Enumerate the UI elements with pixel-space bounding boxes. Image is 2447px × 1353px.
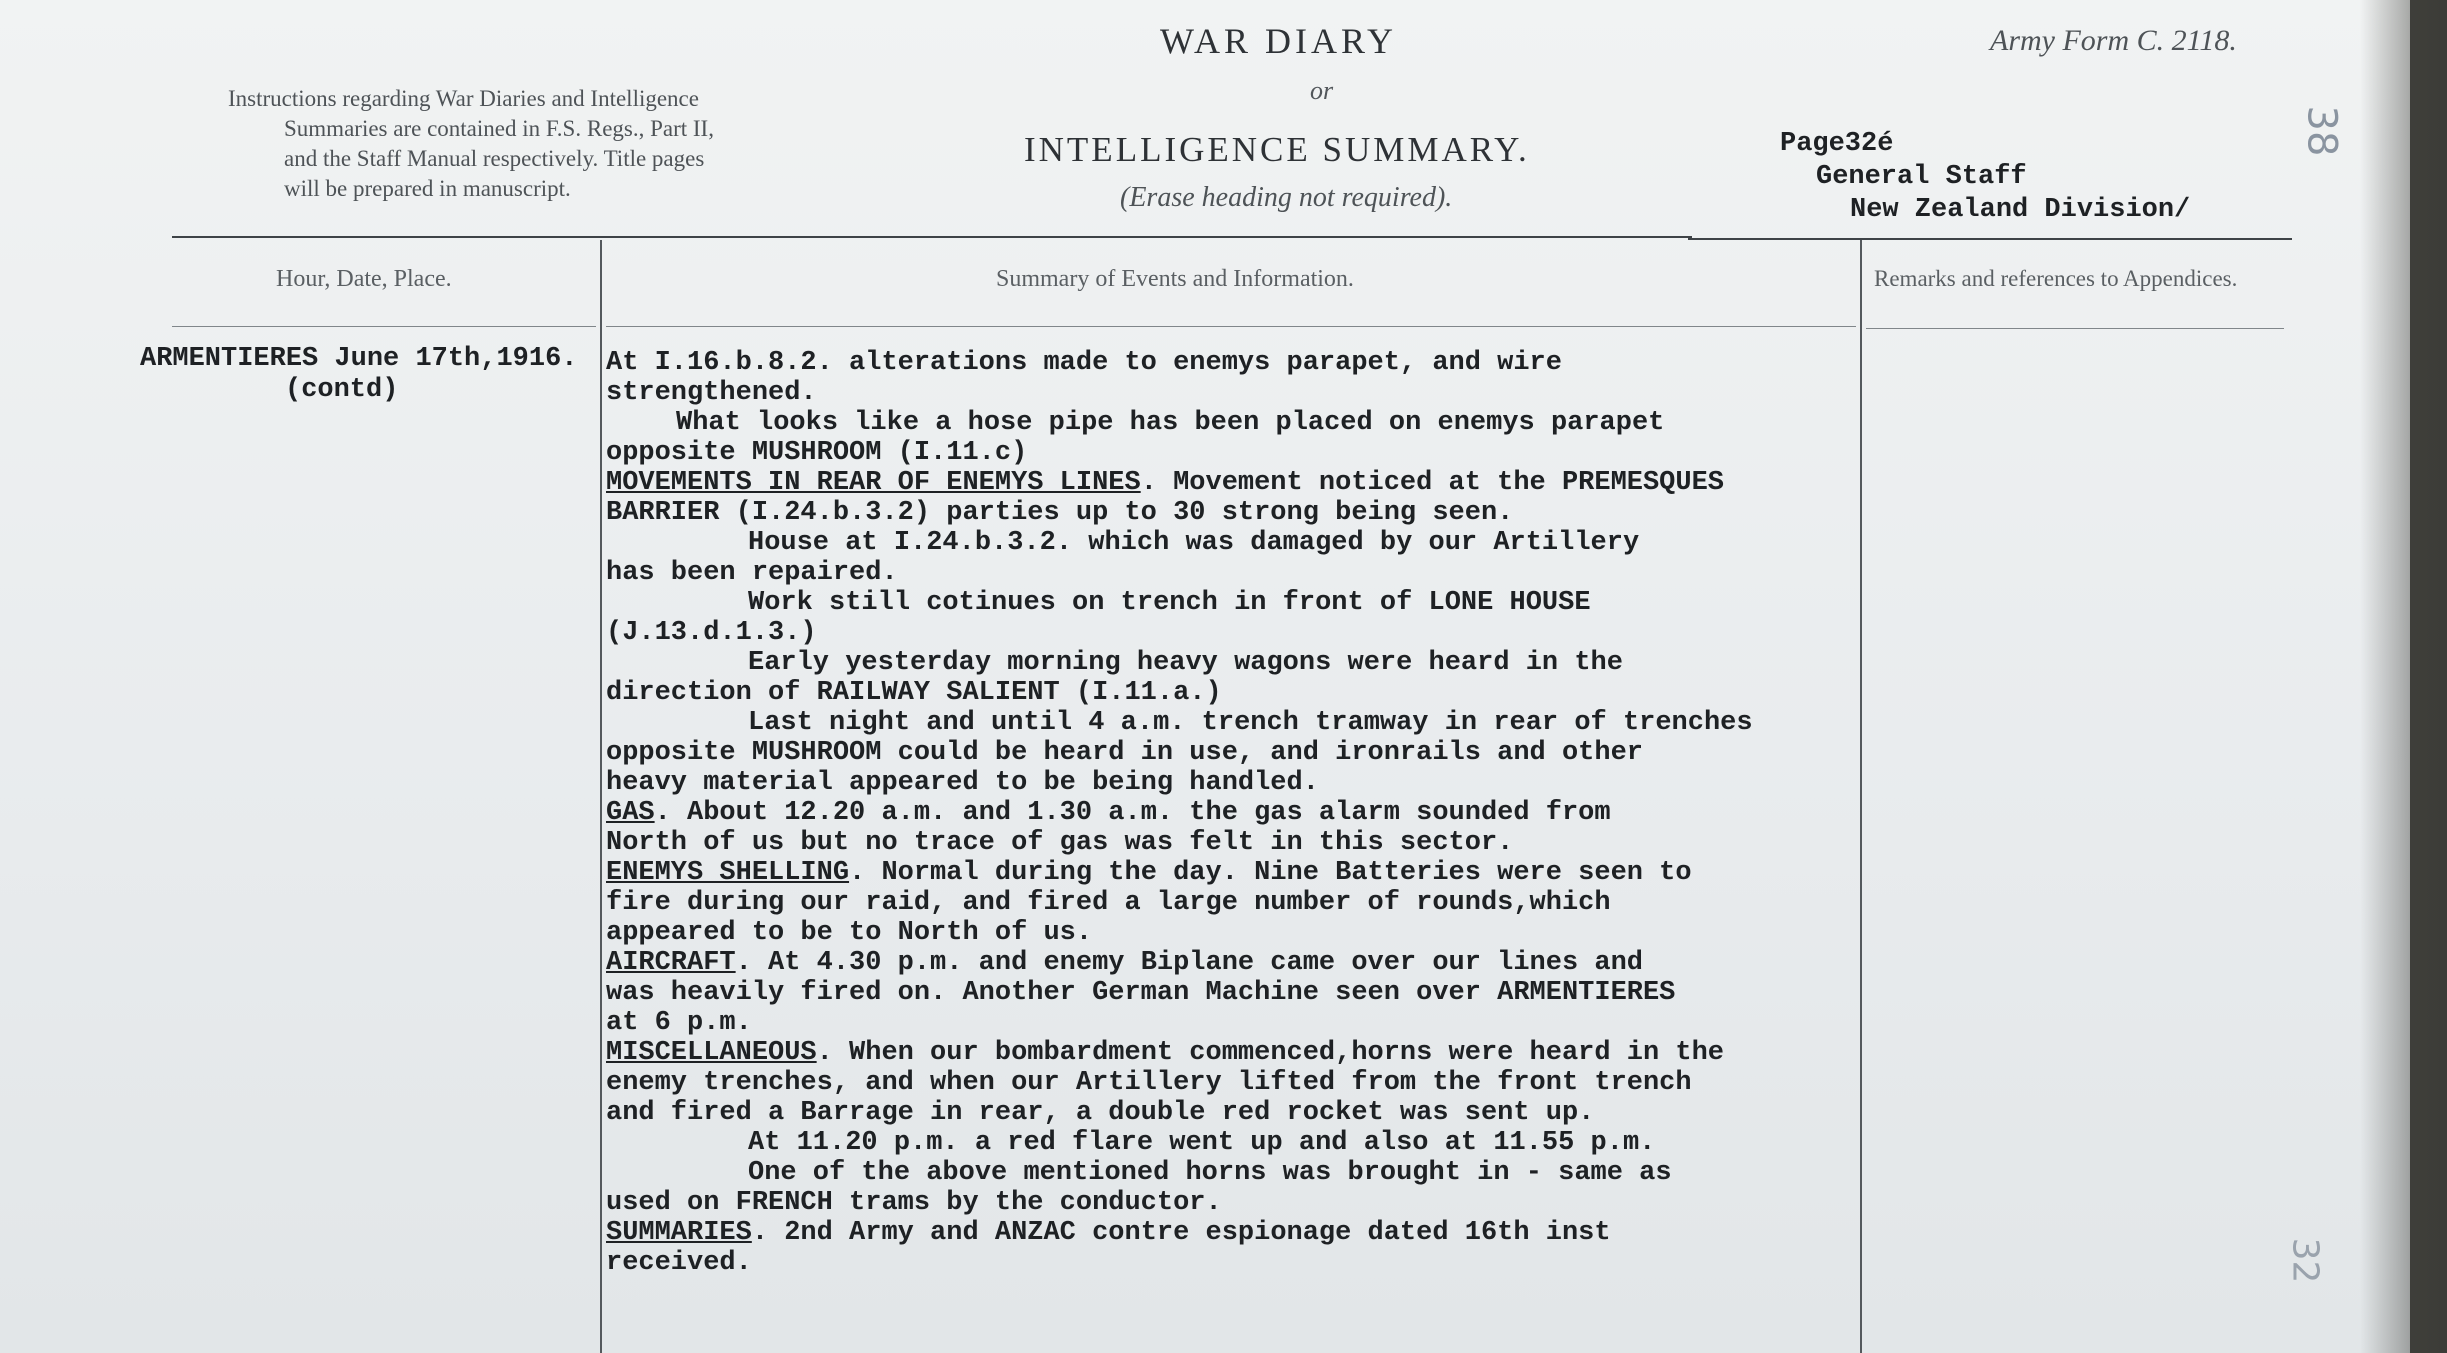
entry-line-text: and fired a Barrage in rear, a double red rocket was sent up.	[606, 1098, 1595, 1128]
entry-line-text: . When our bombardment commenced,horns were heard in the	[816, 1038, 1724, 1068]
entry-line	[606, 528, 1886, 558]
instructions-block	[228, 84, 848, 204]
staff-name: General Staff	[1816, 162, 2027, 192]
entry-line	[606, 618, 1886, 648]
page-edge-shadow	[2360, 0, 2447, 1353]
entry-line	[606, 1008, 1886, 1038]
entry-line-text: heavy material appeared to be being handled.	[606, 768, 1319, 798]
entry-line	[606, 498, 1886, 528]
entry-line-text: . About 12.20 a.m. and 1.30 a.m. the gas alarm sounded from	[654, 798, 1611, 828]
entry-line	[606, 348, 1886, 378]
section-heading: MISCELLANEOUS	[606, 1038, 817, 1068]
entry-summary	[606, 348, 1886, 1278]
column-head-rule	[172, 326, 596, 327]
entry-line	[606, 588, 1886, 618]
entry-line	[606, 558, 1886, 588]
page-stamp-top: 38	[2298, 105, 2345, 157]
entry-line-text: opposite MUSHROOM (I.11.c)	[606, 438, 1028, 468]
entry-line-text: used on FRENCH trams by the conductor.	[606, 1188, 1222, 1218]
section-heading: AIRCRAFT	[606, 948, 736, 978]
entry-line	[606, 468, 1886, 498]
entry-line-text: . Normal during the day. Nine Batteries were seen to	[849, 858, 1692, 888]
army-form-number: Army Form C. 2118.	[1990, 24, 2237, 57]
form-or: or	[1310, 76, 1334, 105]
entry-line-text: House at I.24.b.3.2. which was damaged by our Artillery	[748, 528, 1640, 558]
entry-line-text: opposite MUSHROOM could be heard in use, and ironrails and other	[606, 738, 1643, 768]
entry-line	[606, 888, 1886, 918]
entry-place-date	[140, 344, 577, 406]
entry-line-text: Work still cotinues on trench in front of LONE HOUSE	[748, 588, 1591, 618]
entry-line-text: at 6 p.m.	[606, 1008, 752, 1038]
section-heading: SUMMARIES	[606, 1218, 752, 1248]
entry-line	[606, 408, 1886, 438]
column-head-place: Hour, Date, Place.	[276, 266, 452, 292]
entry-line-text: BARRIER (I.24.b.3.2) parties up to 30 strong being seen.	[606, 498, 1514, 528]
contd-label: (contd)	[285, 375, 399, 405]
entry-line-text: enemy trenches, and when our Artillery lifted from the front trench	[606, 1068, 1692, 1098]
entry-line	[606, 378, 1886, 408]
entry-line	[606, 768, 1886, 798]
entry-line	[606, 798, 1886, 828]
column-head-remarks: Remarks and references to Appendices.	[1874, 266, 2238, 291]
form-subtitle: INTELLIGENCE SUMMARY.	[1024, 130, 1530, 169]
entry-line	[606, 438, 1886, 468]
header-rule-right	[1688, 238, 2292, 240]
entry-line	[606, 1158, 1886, 1188]
entry-line	[606, 1188, 1886, 1218]
header-rule	[172, 236, 1692, 238]
instructions-line: will be prepared in manuscript.	[284, 176, 571, 201]
instructions-line: Summaries are contained in F.S. Regs., Part II,	[284, 116, 714, 141]
entry-line-text: Early yesterday morning heavy wagons were heard in the	[748, 648, 1623, 678]
column-head-summary: Summary of Events and Information.	[996, 266, 1354, 292]
column-divider-left	[600, 240, 602, 1353]
entry-line-text: (J.13.d.1.3.)	[606, 618, 817, 648]
entry-line	[606, 1098, 1886, 1128]
page-number: Page32é	[1780, 129, 1894, 159]
entry-line-text: . Movement noticed at the PREMESQUES	[1140, 468, 1724, 498]
entry-line	[606, 918, 1886, 948]
erase-note: (Erase heading not required).	[1120, 182, 1453, 213]
entry-line-text: appeared to be to North of us.	[606, 918, 1093, 948]
entry-line-text: was heavily fired on. Another German Machine seen over ARMENTIERES	[606, 978, 1676, 1008]
entry-line	[606, 948, 1886, 978]
entry-line-text: direction of RAILWAY SALIENT (I.11.a.)	[606, 678, 1222, 708]
page-stamp-bottom: 32	[2284, 1237, 2326, 1284]
entry-line-text: . 2nd Army and ANZAC contre espionage dated 16th inst	[751, 1218, 1611, 1248]
entry-line-text: At I.16.b.8.2. alterations made to enemys parapet, and wire	[606, 348, 1562, 378]
entry-line-text: fire during our raid, and fired a large number of rounds,which	[606, 888, 1611, 918]
entry-line-text: At 11.20 p.m. a red flare went up and also at 11.55 p.m.	[748, 1128, 1656, 1158]
entry-line	[606, 1248, 1886, 1278]
section-heading: MOVEMENTS IN REAR OF ENEMYS LINES	[606, 468, 1141, 498]
entry-line	[606, 1128, 1886, 1158]
entry-line-text: What looks like a hose pipe has been placed on enemys parapet	[676, 408, 1665, 438]
entry-line	[606, 858, 1886, 888]
division-name: New Zealand Division/	[1850, 195, 2191, 225]
entry-line	[606, 738, 1886, 768]
instructions-line: and the Staff Manual respectively. Title pages	[284, 146, 705, 171]
entry-line-text: strengthened.	[606, 378, 817, 408]
entry-line	[606, 1068, 1886, 1098]
entry-line	[606, 648, 1886, 678]
entry-line-text: One of the above mentioned horns was brought in - same as	[748, 1158, 1672, 1188]
entry-line	[606, 828, 1886, 858]
entry-line	[606, 978, 1886, 1008]
column-head-rule-mid	[606, 326, 1856, 327]
entry-line	[606, 1038, 1886, 1068]
entry-line	[606, 678, 1886, 708]
entry-line	[606, 708, 1886, 738]
typed-header	[1780, 128, 2190, 227]
entry-line	[606, 1218, 1886, 1248]
entry-line-text: . At 4.30 p.m. and enemy Biplane came over our lines and	[735, 948, 1643, 978]
instructions-line: Instructions regarding War Diaries and Intelligence	[228, 86, 699, 111]
section-heading: ENEMYS SHELLING	[606, 858, 850, 888]
entry-line-text: received.	[606, 1248, 752, 1278]
form-title: WAR DIARY	[1160, 21, 1398, 61]
entry-line-text: Last night and until 4 a.m. trench tramway in rear of trenches	[748, 708, 1753, 738]
entry-line-text: has been repaired.	[606, 558, 898, 588]
place-date: ARMENTIERES June 17th,1916.	[140, 344, 578, 374]
section-heading: GAS	[606, 798, 655, 828]
column-head-rule-right	[1866, 328, 2284, 329]
entry-line-text: North of us but no trace of gas was felt in this sector.	[606, 828, 1514, 858]
